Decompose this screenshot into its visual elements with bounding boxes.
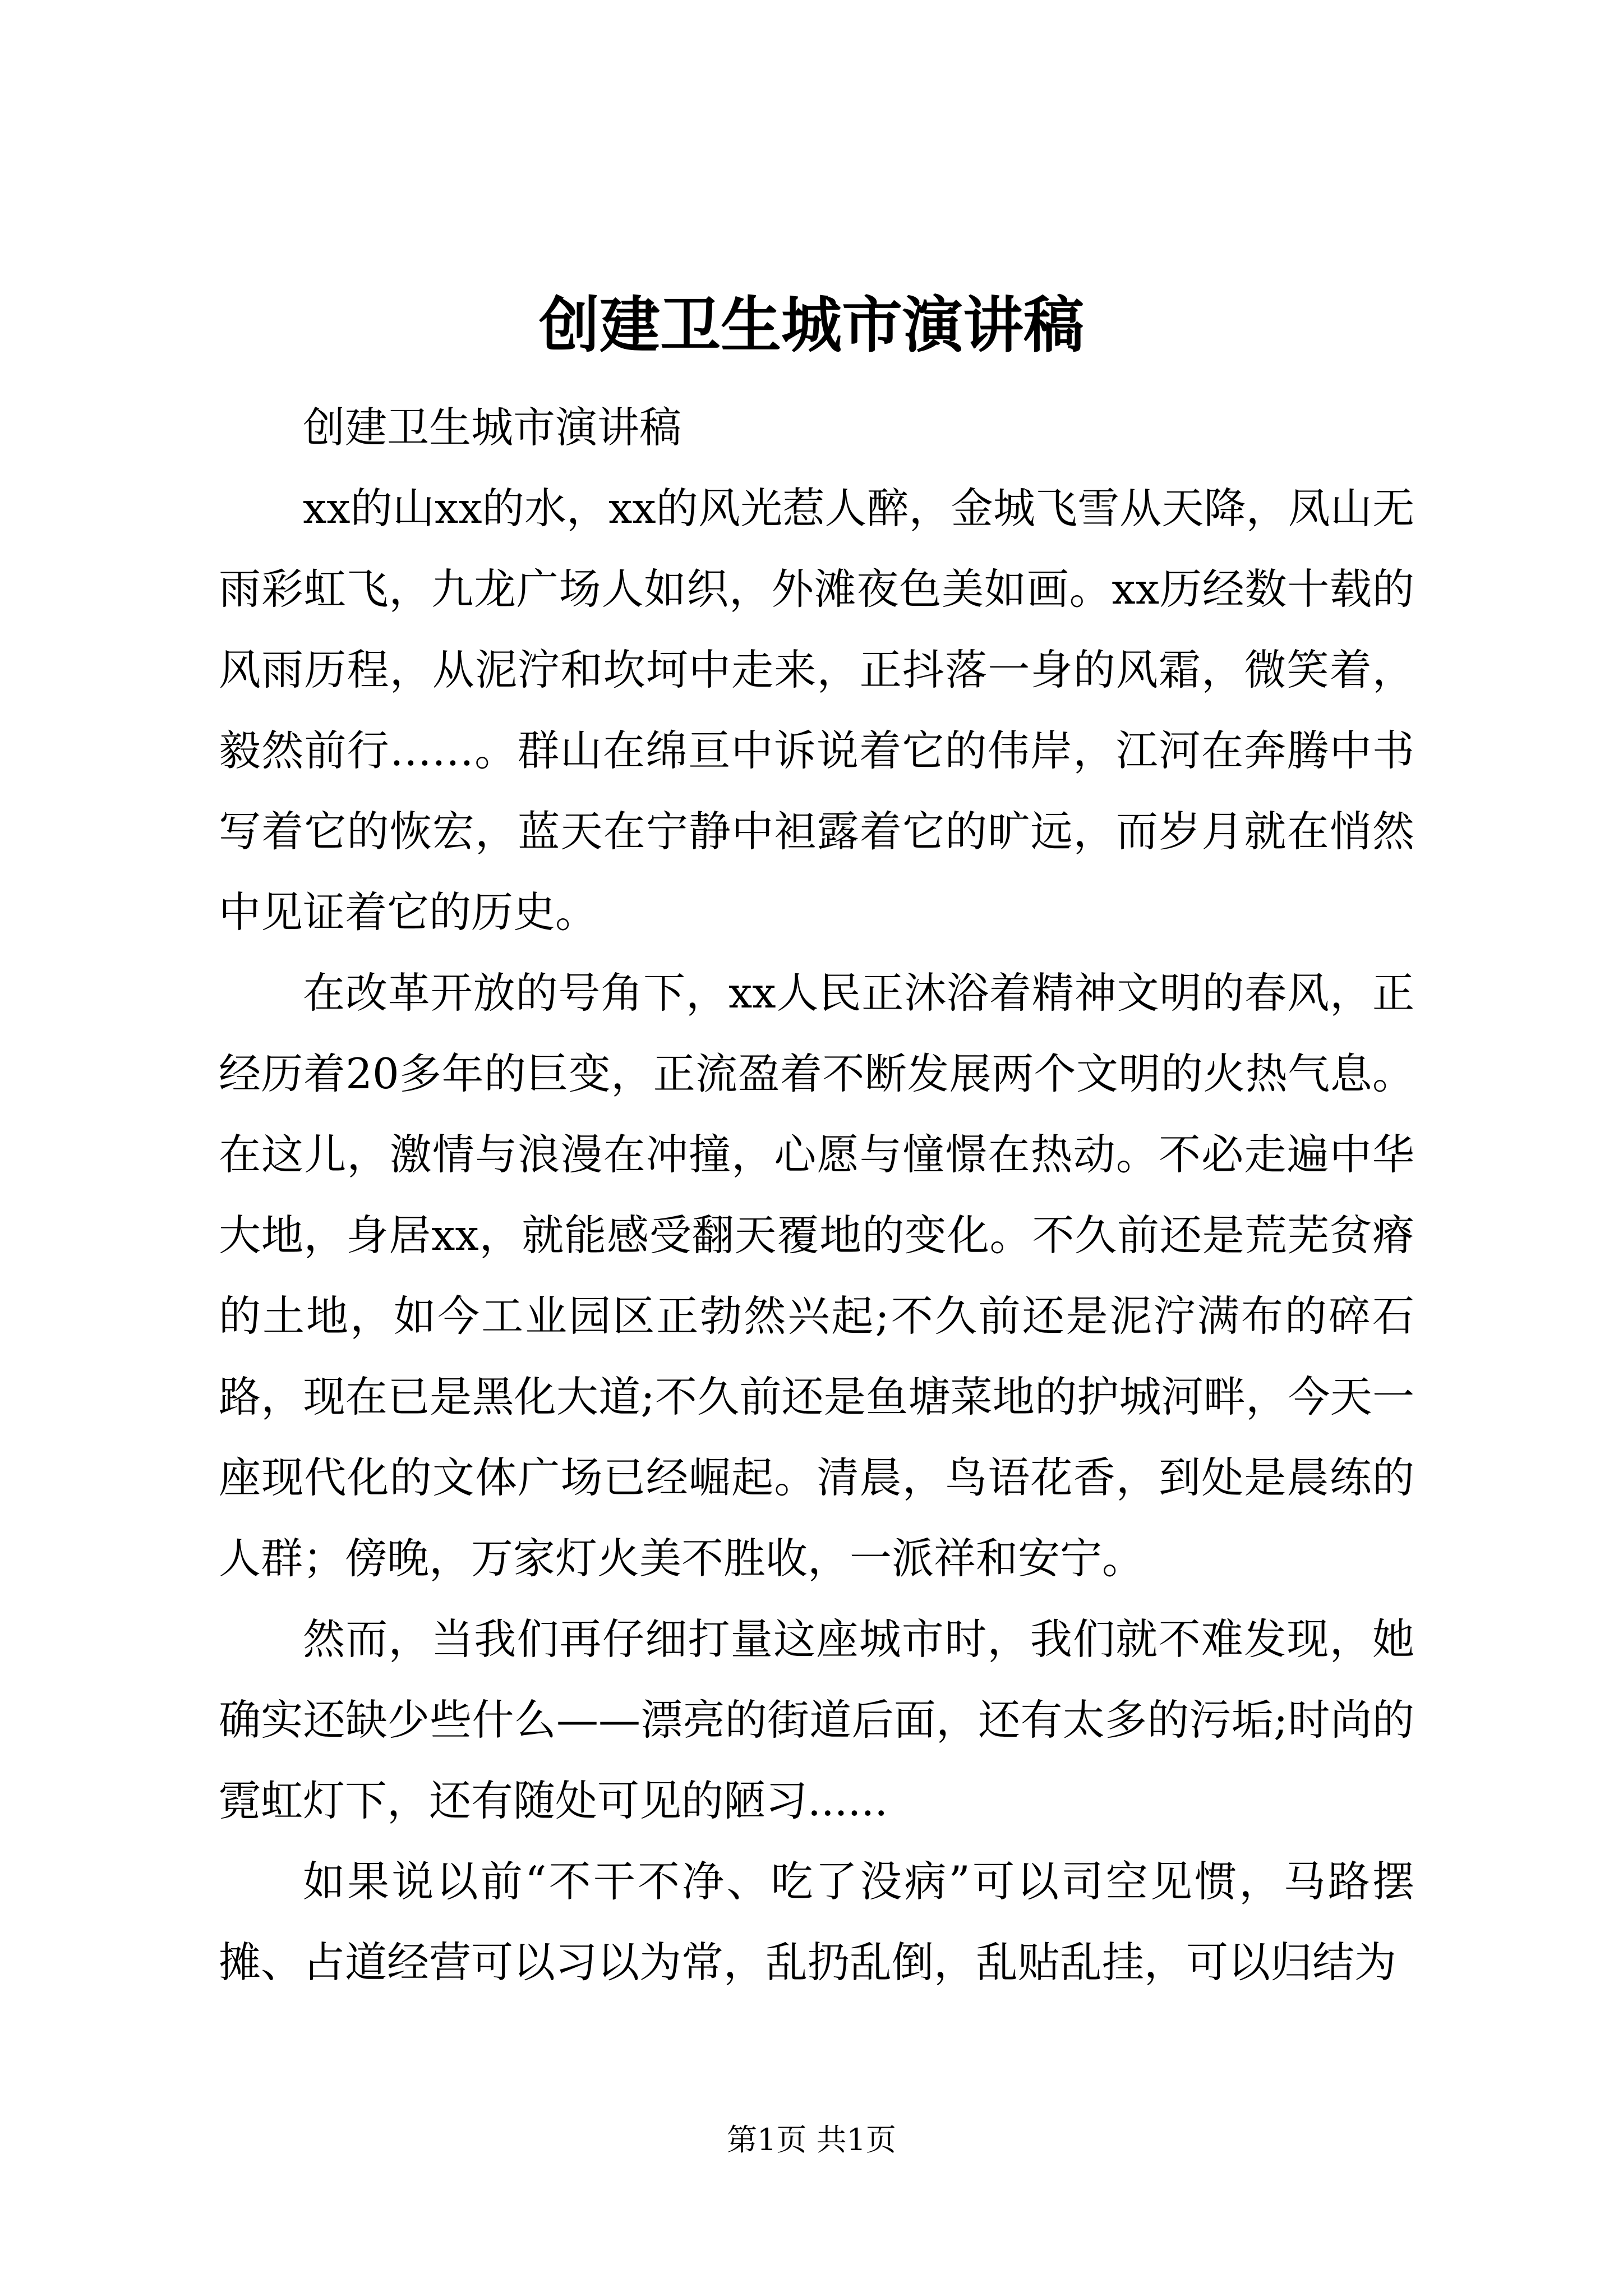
- paragraph: xx的山xx的水，xx的风光惹人醉，金城飞雪从天降，凤山无雨彩虹飞，九龙广场人如织，外滩夜色美如画。xx历经数十载的风雨历程，从泥泞和坎坷中走来，正抖落一身的风霜，微笑着，毅然前行……。群山在绵亘中诉说着它的伟岸，江河在奔腾中书写着它的恢宏，蓝天在宁静中袒露着它的旷远，而岁月就在悄然中见证着它的历史。: [219, 484, 1414, 937]
- paragraph: 然而，当我们再仔细打量这座城市时，我们就不难发现，她确实还缺少些什么——漂亮的街道后面，还有太多的污垢;时尚的霓虹灯下，还有随处可见的陋习......: [219, 1614, 1414, 1825]
- document-body: [219, 387, 1414, 2003]
- paragraph: 在改革开放的号角下，xx人民正沐浴着精神文明的春风，正经历着20多年的巨变，正流盈着不断发展两个文明的火热气息。在这儿，激情与浪漫在冲撞，心愿与憧憬在热动。不必走遍中华大地，身居xx，就能感受翻天覆地的变化。不久前还是荒芜贫瘠的土地，如今工业园区正勃然兴起;不久前还是泥泞满布的碎石路，现在已是黑化大道;不久前还是鱼塘菜地的护城河畔，今天一座现代化的文体广场已经崛起。清晨，鸟语花香，到处是晨练的人群；傍晚，万家灯火美不胜收，一派祥和安宁。: [219, 968, 1414, 1583]
- page-footer: 第1页 共1页: [727, 2122, 896, 2157]
- document-title: 创建卫生城市演讲稿: [538, 290, 1084, 361]
- paragraph: 创建卫生城市演讲稿: [303, 403, 682, 452]
- paragraph: 如果说以前“不干不净、吃了没病”可以司空见惯，马路摆摊、占道经营可以习以为常，乱扔乱倒，乱贴乱挂，可以归结为: [219, 1857, 1414, 1987]
